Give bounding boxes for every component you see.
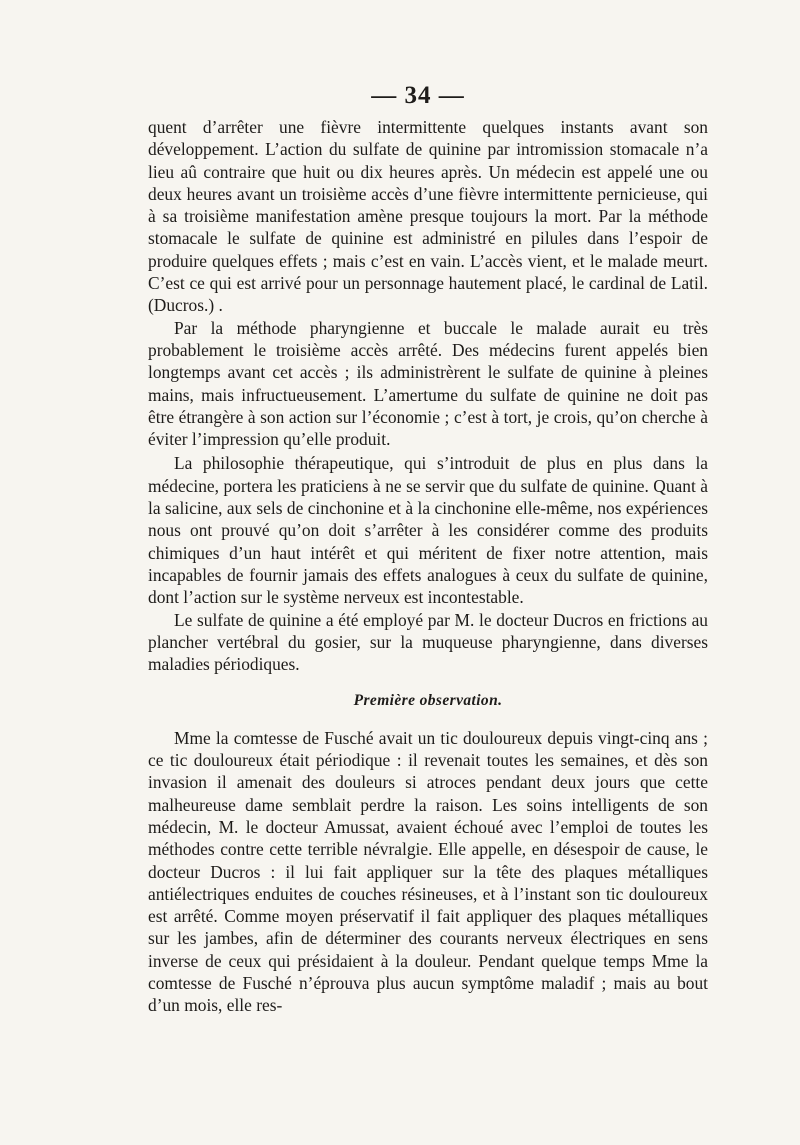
paragraph-3: La philosophie thérapeutique, qui s’introduit de plus en plus dans la médecine, portera les praticiens à ne se servir que du sulfate de quinine. Quant à la salicine, aux sels de cinchonine et à la cinchonine elle-même, nos expériences nous ont prouvé qu’on doit s’arrêter à les considérer comme des produits chimiques d’un haut intérêt et qui méritent de fixer notre attention, mais incapables de fournir jamais des effets analogues à ceux du sulfate de quinine, dont l’action sur le système nerveux est incontestable.: [148, 453, 708, 608]
page-number: — 34 —: [371, 82, 465, 109]
body-text: [148, 116, 708, 1017]
paragraph-1: quent d’arrêter une fièvre intermittente quelques instants avant son développement. L’action du sulfate de quinine par intromission stomacale n’a lieu aû contraire que huit ou dix heures après. Un médecin est appelé une ou deux heures avant un troisième accès d’une fièvre intermittente pernicieuse, qui à sa troisième manifestation amène presque toujours la mort. Par la méthode stomacale le sulfate de quinine est administré en pilules dans l’espoir de produire quelques effets ; mais c’est en vain. L’accès vient, et le malade meurt. C’est ce qui est arrivé pour un personnage hautement placé, le cardinal de Latil. (Ducros.) .: [148, 117, 708, 316]
paragraph-4: Le sulfate de quinine a été employé par M. le docteur Ducros en frictions au plancher vertébral du gosier, sur la muqueuse pharyngienne, dans diverses maladies périodiques.: [148, 609, 708, 675]
observation-paragraph-1: Mme la comtesse de Fusché avait un tic douloureux depuis vingt-cinq ans ; ce tic douloureux était périodique : il revenait toutes les semaines, et dès son invasion il amenait des douleurs si atroces pendant deux jours que cette malheureuse dame semblait perdre la raison. Les soins intelligents de son médecin, M. le docteur Amussat, avaient échoué avec l’emploi de toutes les méthodes contre cette terrible névralgie. Elle appelle, en désespoir de cause, le docteur Ducros : il lui fait appliquer sur la tête des plaques métalliques antiélectriques enduites de couches résineuses, et à l’instant son tic douloureux est arrêté. Comme moyen préservatif il fait appliquer des plaques métalliques sur les jambes, afin de déterminer des courants nerveux électriques en sens inverse de ceux qui présidaient à la douleur. Pendant quelque temps Mme la comtesse de Fusché n’éprouva plus aucun symptôme maladif ; mais au bout d’un mois, elle res-: [148, 727, 708, 1016]
section-heading: Première observation.: [353, 692, 503, 710]
paragraph-2: Par la méthode pharyngienne et buccale le malade aurait eu très probablement le troisième accès arrêté. Des médecins furent appelés bien longtemps avant cet accès ; ils administrèrent le sulfate de quinine à pleines mains, mais infructueusement. L’amertume du sulfate de quinine ne doit pas être étrangère à son action sur l’économie ; c’est à tort, je crois, qu’on cherche à éviter l’impression qu’elle produit.: [148, 317, 708, 450]
